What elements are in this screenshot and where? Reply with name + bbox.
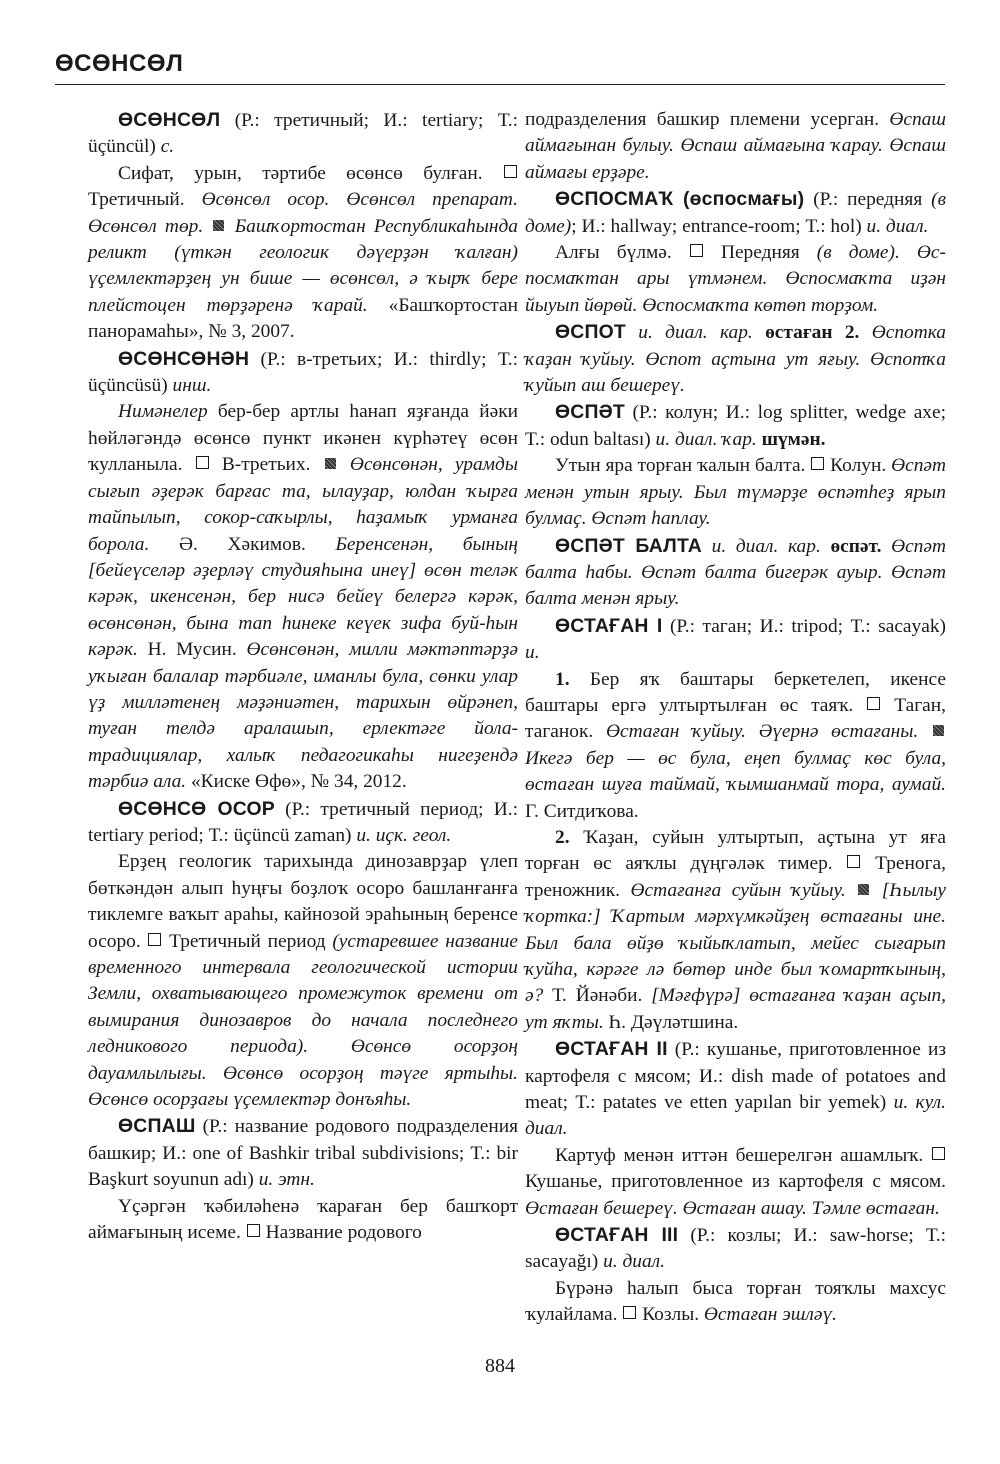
text: Картуф менән иттән бешерелгән ашамлыҡ. xyxy=(555,1144,931,1166)
text: «Киске Өфө», № 34, 2012. xyxy=(186,771,407,793)
text: Козлы. xyxy=(637,1304,704,1326)
italic-text: Башҡортостан Республикаһында реликт (үткән геологик дәүерҙән ҡалған) үҫемлектәрҙең ун бише — өсөнсөл, ә ҡырҡ бере плейстоцен төрҙәренә ҡарай. xyxy=(88,215,518,316)
italic-text: инш. xyxy=(172,375,212,397)
headword: ӨСПӘТ БАЛТА xyxy=(555,534,702,557)
text: Сифат, урын, тәртибе өсөнсө булған. xyxy=(118,162,503,184)
running-head: ӨСӨНСӨЛ xyxy=(55,50,184,77)
text: Таган, таганок. xyxy=(525,694,946,743)
italic-text: Өсөнсөнән, урамды сығып әҙерәк барғас та, ылауҙар, юлдан ҡырға тайпылып, сокор-саҡырлы, һаҙамыҡ урманға борола. xyxy=(88,454,518,555)
italic-text: Икегә бер — өс була, еңеп булмаҫ көс була, өстаған шуға таймай, ҡымшанмай тора, аумай. xyxy=(525,747,946,796)
translation-box-icon xyxy=(196,456,209,469)
italic-text: Өспәт балта һабы. Өспәт балта бигерәк ауыр. Өспәт балта менән ярыу. xyxy=(525,535,946,610)
definition-paragraph xyxy=(88,161,518,346)
headword: ӨСПОСМАҠ (өспосмағы) xyxy=(555,188,805,211)
text: Бер яҡ баштары беркетелеп, икенсе баштары ергә ултыртылған өс таяҡ. xyxy=(525,668,946,716)
dictionary-entry xyxy=(88,346,518,400)
text: Третичный. xyxy=(88,189,202,211)
page-number: 884 xyxy=(485,1355,515,1377)
dictionary-entry xyxy=(525,399,946,453)
italic-text: (устаревшее название временного интервала геологической истории Земли, охватывающего промежуток времени от вымирания динозавров до начала последнего ледникового периода). Өсөнсө осорҙоң дауамлылығы. Өсөнсө осорҙоң тәүге яртыһы. Өсөнсө осорҙағы үҫемлектәр донъяһы. xyxy=(88,930,518,1111)
text: Передняя xyxy=(703,242,817,264)
italic-text: Нимәнелер xyxy=(118,401,208,423)
dictionary-entry xyxy=(525,613,946,667)
italic-text: Өспәт менән утын ярыу. Был түмәрҙе өспәтһеҙ ярып булмаҫ. Өспәт һаплау. xyxy=(525,455,947,530)
headword: ӨСПАШ xyxy=(118,1115,196,1138)
definition-paragraph xyxy=(525,1143,946,1222)
text: Ерҙең геологик тарихында динозаврҙар үлеп бөткәндән алып һуңғы боҙлоҡ осоро башланғанға тиклемге ваҡыт араһы, кайнозой эраһының беренсе осоро. xyxy=(88,851,518,952)
dictionary-entry xyxy=(525,533,946,613)
text: (Р.: колун; И.: log splitter, wedge axe; Т.: odun baltası) xyxy=(525,402,946,450)
text: В-третьих. xyxy=(209,454,323,476)
text: Утын яра торған ҡалын балта. xyxy=(555,455,811,477)
text: Колун. xyxy=(825,455,892,477)
italic-text: и. диал. xyxy=(866,215,929,237)
italic-text: с. xyxy=(160,136,175,158)
dictionary-entry xyxy=(525,319,946,399)
italic-text: Өспаш аймағынан булыу. Өспаш аймағына ҡарау. Өспаш аймағы ерҙәре. xyxy=(525,109,946,183)
italic-text: (в доме). Өспосмаҡтан ары үтмәнем. Өспосмаҡта иҙән йыуып йөрөй. Өспосмаҡта көтөп торҙом. xyxy=(525,242,947,316)
italic-text: Беренсенән, бының [бейеүселәр әҙерләү студияһына инеү] өсөн теләк кәрәк, икенсенән, бер нисә бейеү белергә кәрәк, өсөнсөнән, бына тап һинеке кеүек зифа буй-һын кәрәк. xyxy=(88,533,518,661)
italic-text: Өстаған бешереү. Өстаған ашау. Тәмле өстаған. xyxy=(525,1197,940,1219)
italic-text: и. иҫк. геол. xyxy=(356,824,452,846)
text: Ҡаҙан, суйын ултыртып, аҫтына ут яға торған өс аяҡлы дүңгәләк тимер. xyxy=(525,826,946,875)
headword: ӨСТАҒАН II xyxy=(555,1038,668,1061)
definition-paragraph xyxy=(88,849,518,1113)
italic-text: [Һылыу ҡортка:] Ҡартым мәрхүмкәйҙең өстағаны ине. Был бала өйҙө ҡыйыҡлатып, мейес сығарып ҡуйһа, кәрәге лә бөтөр инде был ҡомартҡының, ә? xyxy=(525,879,946,1007)
right-column xyxy=(525,107,946,1329)
text: бер-бер артлы һанап яҙғанда йәки һөйләгәндә өсөнсө пункт икәнен күрһәтеү өсөн ҡулланыла. xyxy=(88,401,518,476)
dictionary-entry xyxy=(525,1036,946,1143)
text: ; И.: hallway; entrance-room; Т.: hol) xyxy=(571,215,867,237)
italic-text: Өстаған эшләү. xyxy=(703,1304,837,1326)
definition-paragraph xyxy=(525,453,946,532)
text: Н. Мусин. xyxy=(137,639,247,661)
text: (Р.: козлы; И.: saw-horse; Т.: sacayağı) xyxy=(525,1225,946,1273)
text: «Башҡортостан панорамаһы», № 3, 2007. xyxy=(88,294,518,343)
dictionary-entry xyxy=(525,186,946,240)
definition-paragraph xyxy=(525,240,946,319)
text: (Р.: в-третьих; И.: thirdly; Т.: üçüncüsü) xyxy=(88,348,518,397)
translation-box-icon xyxy=(623,1306,636,1319)
italic-text: Өстағанға суйын ҡуйыу. xyxy=(630,879,857,901)
bold-text: өспәт. xyxy=(830,535,882,557)
definition-paragraph xyxy=(88,399,518,795)
dictionary-entry xyxy=(88,796,518,850)
italic-text: [Мәғфүрә] өстағанға ҡаҙан аҫып, ут яҡты. xyxy=(525,985,946,1033)
headword: ӨСӨНСӨНӘН xyxy=(118,347,250,370)
header-rule xyxy=(55,84,945,85)
headword: ӨСӨНСӨ ОСОР xyxy=(118,797,275,820)
bold-text: өстаған 2. xyxy=(765,322,860,344)
text: Бүрәнә һалып быса торған тояҡлы махсус ҡулайлама. xyxy=(525,1277,946,1326)
example-square-icon xyxy=(213,220,224,231)
text: Г. Ситдиҡова. xyxy=(525,800,639,822)
example-square-icon xyxy=(858,884,869,895)
italic-text: Өспотка ҡаҙан ҡуйыу. Өспот аҫтына ут яғыу. Өспотҡа ҡуйып аш бешереү. xyxy=(525,322,946,397)
left-column xyxy=(88,107,518,1246)
italic-text: и. кул. диал. xyxy=(525,1092,946,1140)
dictionary-entry xyxy=(88,1113,518,1193)
italic-text: Өсөнсөнән, милли мәктәптәрҙә уҡыған балалар тәрбиәле, иманлы була, сөнки улар үҙ милләтенең мәҙәниәтен, тарихын өйрәнеп, туған телдә аралашып, ерлектәге йола-традициялар, халыҡ педагогикаһы нигеҙендә тәрбиә ала. xyxy=(88,639,518,793)
italic-text: и. xyxy=(525,642,540,664)
text: подразделения башкир племени усерган. xyxy=(525,109,890,130)
italic-text: и. диал. ҡар. xyxy=(655,428,762,450)
bold-text: 1. xyxy=(555,668,570,690)
text: Алғы бүлмә. xyxy=(555,242,689,264)
italic-text: и. этн. xyxy=(258,1169,315,1191)
definition-paragraph xyxy=(525,1276,946,1329)
translation-box-icon xyxy=(847,855,860,868)
continued-paragraph xyxy=(525,107,946,186)
text: Ә. Хәкимов. xyxy=(149,533,336,555)
translation-box-icon xyxy=(504,165,517,178)
translation-box-icon xyxy=(932,1147,945,1160)
definition-paragraph xyxy=(525,667,946,825)
text: Кушанье, приготовленное из картофеля с мясом. xyxy=(525,1171,946,1193)
text: Үҫәргән ҡәбиләһенә ҡараған бер башҡорт аймағының исеме. xyxy=(88,1195,518,1244)
definition-paragraph xyxy=(88,1194,518,1247)
text: (Р.: третичный период; И.: tertiary period; Т.: üçüncü zaman) xyxy=(88,798,518,846)
dictionary-entry xyxy=(88,107,518,161)
text: (Р.: передняя xyxy=(804,189,932,211)
italic-text: и. диал. кар. xyxy=(702,535,831,557)
bold-text: 2. xyxy=(555,826,570,848)
translation-box-icon xyxy=(690,244,703,257)
bold-text: шүмән. xyxy=(761,428,826,450)
example-square-icon xyxy=(933,725,944,736)
italic-text: и. диал. xyxy=(603,1251,665,1273)
italic-text: и. диал. кар. xyxy=(625,322,766,344)
text: Название родового xyxy=(260,1222,422,1244)
definition-paragraph xyxy=(525,825,946,1036)
headword: ӨСПӘТ xyxy=(555,401,625,424)
text: (Р.: название родового подразделения башкир; И.: one of Bashkir tribal subdivisions; Т.: bir Başkurt soyunun adı) xyxy=(88,1116,518,1191)
text: Т. Йәнәби. xyxy=(543,985,652,1007)
dictionary-entry xyxy=(525,1222,946,1276)
text: Третичный период xyxy=(162,930,333,952)
italic-text: Өстаған ҡуйыу. Әүернә өстағаны. xyxy=(605,721,931,743)
headword: ӨСТАҒАН III xyxy=(555,1224,679,1247)
text: (Р.: таган; И.: tripod; Т.: sacayak) xyxy=(662,615,946,637)
italic-text: Өсөнсөл осор. Өсөнсөл препарат. Өсөнсөл төр. xyxy=(88,189,518,237)
translation-box-icon xyxy=(148,933,161,946)
headword: ӨСТАҒАН I xyxy=(555,614,663,637)
text: Тренога, треножник. xyxy=(525,853,946,901)
example-square-icon xyxy=(325,458,336,469)
translation-box-icon xyxy=(247,1224,260,1237)
translation-box-icon xyxy=(811,457,824,470)
italic-text: (в доме) xyxy=(525,189,946,237)
text: (Р.: третичный; И.: tertiary; Т.: üçüncül) xyxy=(88,110,518,158)
text: Һ. Дәүләтшина. xyxy=(603,1011,739,1033)
translation-box-icon xyxy=(867,697,880,710)
headword: ӨСӨНСӨЛ xyxy=(118,109,221,131)
headword: ӨСПОТ xyxy=(555,321,626,344)
text: (Р.: кушанье, приготовленное из картофеля с мясом; И.: dish made of potatoes and meat; Т.: patates ve etten yapılan bir yemek) xyxy=(525,1039,946,1114)
